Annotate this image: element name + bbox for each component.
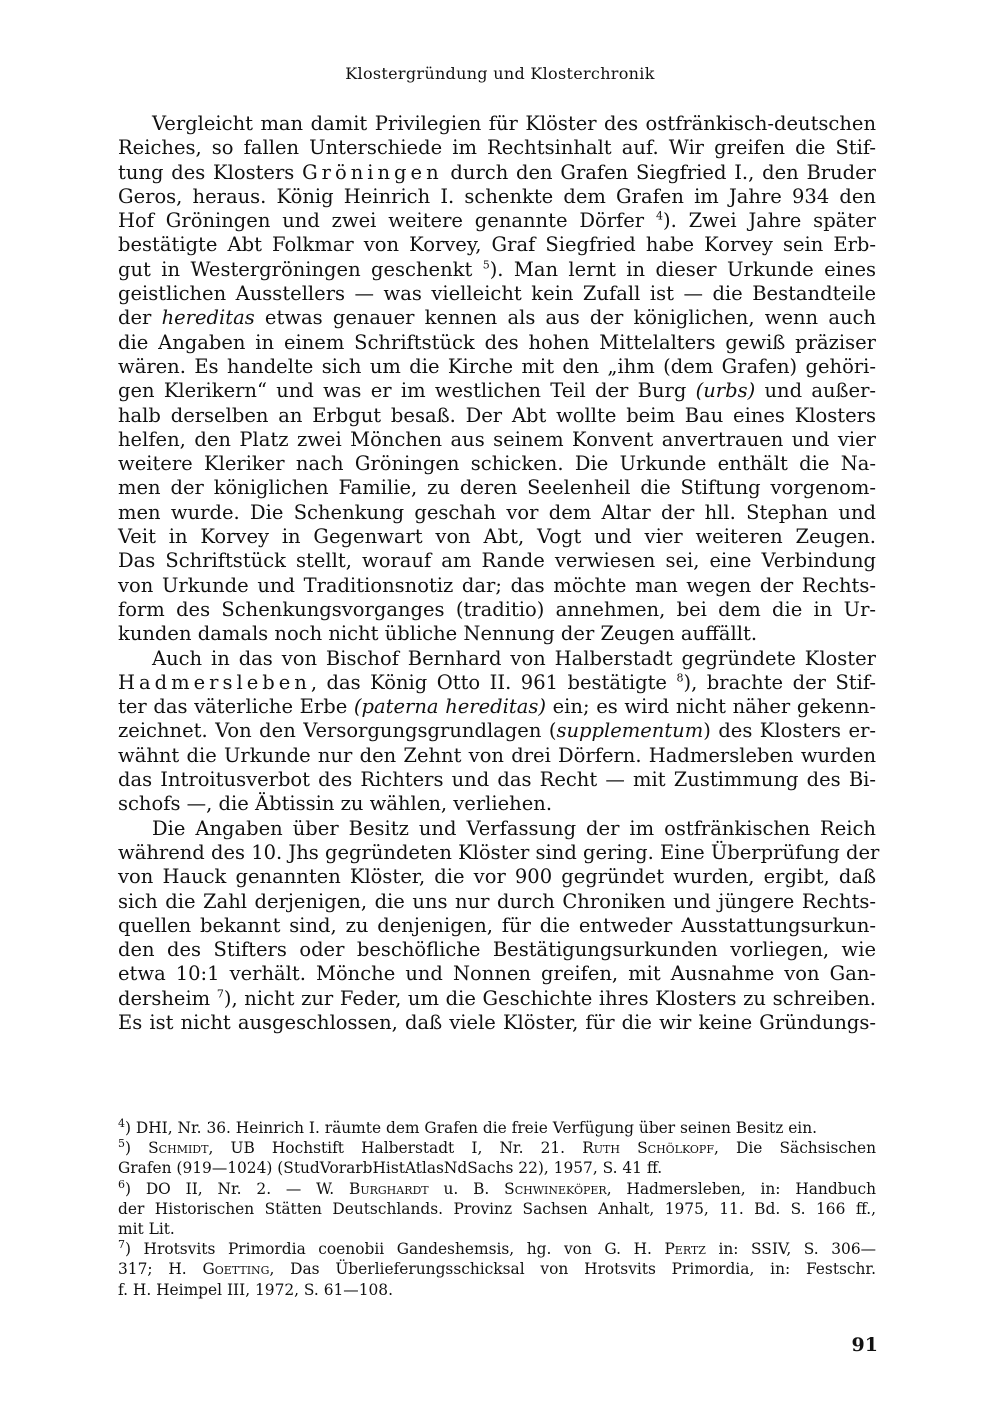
- body-line: [118, 404, 876, 428]
- italic-term: (paterna hereditas): [353, 695, 546, 719]
- text-run: f. H. Heimpel III, 1972, S. 61—108.: [118, 1280, 393, 1299]
- body-line: [118, 865, 876, 889]
- text-run: ) Hrotsvits Primordia coenobii Gandeshemsis, hg. von G. H.: [125, 1240, 665, 1259]
- text-run: Veit in Korvey in Gegenwart von Abt, Vogt und vier weiteren Zeugen.: [118, 525, 876, 549]
- text-run: Reiches, so fallen Unterschiede im Rechtsinhalt auf. Wir greifen die Stif-: [118, 136, 876, 160]
- footnote-line: [118, 1179, 876, 1199]
- body-line: [118, 695, 876, 719]
- footnote: [118, 1118, 876, 1138]
- body-line: [118, 161, 876, 185]
- footnote: [118, 1239, 876, 1300]
- page-number: 91: [851, 1334, 878, 1356]
- text-run: halb derselben an Erbgut besaß. Der Abt wollte beim Bau eines Klosters: [118, 403, 876, 427]
- text-run: tung des Klosters: [118, 160, 303, 184]
- italic-term: supplementum: [556, 719, 704, 743]
- text-run: Hof Gröningen und zwei weitere genannte Dörfer: [118, 209, 656, 233]
- footnote: [118, 1179, 876, 1240]
- body-line: [118, 938, 876, 962]
- text-run: dersheim: [118, 986, 217, 1010]
- body-line: [118, 428, 876, 452]
- text-run: schofs —, die Äbtissin zu wählen, verliehen.: [118, 792, 553, 816]
- text-run: Das Schriftstück stellt, worauf am Rande verwiesen sei, eine Verbindung: [118, 549, 876, 573]
- text-run: etwa 10:1 verhält. Mönche und Nonnen greifen, mit Ausnahme von Gan-: [118, 962, 876, 986]
- body-line: [118, 209, 876, 233]
- body-line: [118, 792, 876, 816]
- text-run: gen Klerikern“ und was er im westlichen Teil der Burg: [118, 379, 696, 403]
- footnote-marker: 7: [118, 1238, 125, 1252]
- text-run: ter das väterliche Erbe: [118, 695, 354, 719]
- text-run: weitere Kleriker nach Gröningen schicken. Die Urkunde enthält die Na-: [118, 452, 876, 476]
- text-run: ) DO II, Nr. 2. — W.: [125, 1179, 350, 1198]
- text-run: der: [118, 306, 162, 330]
- text-run: bestätigte Abt Folkmar von Korvey, Graf Siegfried habe Korvey sein Erb-: [118, 233, 876, 257]
- body-line: [118, 987, 876, 1011]
- text-run: quellen bekannt sind, zu denjenigen, für die entweder Ausstattungsurkun-: [118, 913, 876, 937]
- text-run: wähnt die Urkunde nur den Zehnt von drei Dörfern. Hadmersleben wurden: [118, 743, 876, 767]
- italic-term: (urbs): [695, 379, 756, 403]
- body-line: [118, 452, 876, 476]
- author-name: Schwineköper: [504, 1179, 607, 1198]
- body-line: [118, 306, 876, 330]
- body-line: [118, 258, 876, 282]
- text-run: ) DHI, Nr. 36. Heinrich I. räumte dem Grafen die freie Verfügung über seinen Besitz ein.: [125, 1119, 818, 1137]
- body-line: [118, 719, 876, 743]
- text-run: den des Stifters oder beschöfliche Bestätigungsurkunden vorliegen, wie: [118, 938, 876, 962]
- body-line: [118, 549, 876, 573]
- footnote-line: [118, 1158, 876, 1178]
- text-run: , das König Otto II. 961 bestätigte: [310, 670, 677, 694]
- footnotes: [118, 1118, 876, 1300]
- author-name: Burghardt: [349, 1179, 429, 1198]
- text-run: Vergleicht man damit Privilegien für Klöster des ostfränkisch-deutschen: [152, 112, 876, 135]
- running-head: Klostergründung und Klosterchronik: [345, 64, 655, 83]
- body-line: [118, 233, 876, 257]
- footnote-marker: 8: [676, 671, 684, 685]
- body-line: [118, 476, 876, 500]
- body-line: [118, 598, 876, 622]
- text-run: , UB Hochstift Halberstadt I, Nr. 21.: [208, 1139, 583, 1158]
- footnote-marker: 4: [655, 209, 663, 223]
- text-run: Grafen (919—1024) (StudVorarbHistAtlasNdSachs 22), 1957, S. 41 ff.: [118, 1159, 663, 1178]
- body-line: [118, 501, 876, 525]
- body-line: [118, 914, 876, 938]
- text-run: das Introitusverbot des Richters und das Recht — mit Zustimmung des Bi-: [118, 768, 876, 792]
- body-line: [118, 379, 876, 403]
- footnote: [118, 1138, 876, 1178]
- body-line: [118, 574, 876, 598]
- footnote-line: [118, 1138, 876, 1158]
- body-line: [118, 962, 876, 986]
- text-run: gut in Westergröningen geschenkt: [118, 257, 483, 281]
- body-line: [118, 525, 876, 549]
- text-run: u. B.: [428, 1179, 505, 1198]
- spaced-name: Hadmersleben: [118, 670, 311, 694]
- body-text: [118, 112, 880, 1035]
- body-line: [118, 112, 876, 136]
- body-line: [118, 282, 876, 306]
- text-run: durch den Grafen Siegfried I., den Bruder: [442, 160, 876, 184]
- body-line: [118, 817, 876, 841]
- text-run: ), nicht zur Feder, um die Geschichte ihres Klosters zu schreiben.: [223, 986, 876, 1010]
- footnote-line: [118, 1219, 876, 1239]
- text-run: Geros, heraus. König Heinrich I. schenkte dem Grafen im Jahre 934 den: [118, 184, 876, 208]
- text-run: etwas genauer kennen als aus der königlichen, wenn auch: [254, 306, 876, 330]
- body-line: [118, 355, 876, 379]
- text-run: von Hauck genannten Klöster, die vor 900 gegründet wurden, ergibt, daß: [118, 865, 876, 889]
- text-run: 317; H.: [118, 1260, 203, 1279]
- text-run: von Urkunde und Traditionsnotiz dar; das möchte man wegen der Rechts-: [118, 573, 876, 597]
- footnote-line: [118, 1199, 876, 1219]
- body-line: [118, 185, 876, 209]
- footnote-marker: 6: [118, 1177, 125, 1191]
- body-line: [118, 136, 876, 160]
- text-run: zeichnet. Von den Versorgungsgrundlagen (: [118, 719, 557, 743]
- text-run: form des Schenkungsvorganges (traditio) annehmen, bei dem die in Ur-: [118, 597, 876, 621]
- text-run: Es ist nicht ausgeschlossen, daß viele Klöster, für die wir keine Gründungs-: [118, 1010, 876, 1034]
- text-run: und außer-: [755, 379, 876, 403]
- text-run: Die Angaben über Besitz und Verfassung der im ostfränkischen Reich: [152, 816, 876, 840]
- body-line: [118, 671, 876, 695]
- text-run: ein; es wird nicht näher gekenn-: [545, 695, 876, 719]
- body-line: [118, 744, 876, 768]
- text-run: men wurde. Die Schenkung geschah vor dem Altar der hll. Stephan und: [118, 500, 876, 524]
- italic-term: hereditas: [161, 306, 255, 330]
- text-run: in: SSIV, S. 306—: [705, 1240, 877, 1259]
- body-line: [118, 768, 876, 792]
- footnote-line: [118, 1259, 876, 1279]
- text-run: helfen, den Platz zwei Mönchen aus seinem Konvent anvertrauen und vier: [118, 427, 876, 451]
- footnote-marker: 5: [482, 258, 490, 272]
- spaced-name: Gröningen: [302, 160, 443, 184]
- text-run: ): [125, 1139, 149, 1158]
- body-line: [118, 840, 880, 865]
- text-run: men der königlichen Familie, zu deren Seelenheil die Stiftung vorgenom-: [118, 476, 876, 500]
- text-run: während des 10. Jhs gegründeten Klöster sind gering. Eine Überprüfung der: [118, 840, 880, 864]
- text-run: kunden damals noch nicht übliche Nennung der Zeugen auffällt.: [118, 622, 758, 646]
- author-name: Ruth Schölkopf: [582, 1139, 714, 1158]
- text-run: der Historischen Stätten Deutschlands. Provinz Sachsen Anhalt, 1975, 11. Bd. S. 166 ff.,: [118, 1199, 876, 1218]
- author-name: Pertz: [664, 1240, 706, 1259]
- footnote-marker: 5: [118, 1137, 125, 1151]
- text-run: mit Lit.: [118, 1220, 175, 1239]
- text-run: geistlichen Ausstellers — was vielleicht kein Zufall ist — die Bestandteile: [118, 282, 876, 306]
- text-run: , Das Überlieferungsschicksal von Hrotsvits Primordia, in: Festschr.: [269, 1260, 876, 1279]
- text-run: ). Zwei Jahre später: [662, 209, 876, 233]
- body-line: [118, 890, 876, 914]
- text-run: , Hadmersleben, in: Handbuch: [606, 1179, 876, 1198]
- footnote-line: [118, 1280, 876, 1300]
- body-line: [118, 647, 876, 671]
- body-line: [118, 1011, 876, 1035]
- author-name: Schmidt: [148, 1139, 209, 1158]
- author-name: Goetting: [202, 1260, 270, 1279]
- footnote-marker: 7: [216, 987, 224, 1001]
- text-run: ) des Klosters er-: [703, 719, 876, 743]
- text-run: , Die Sächsischen: [713, 1139, 876, 1158]
- text-run: die Angaben in einem Schriftstück des hohen Mittelalters gewiß präziser: [118, 330, 876, 354]
- body-line: [118, 622, 876, 646]
- text-run: wären. Es handelte sich um die Kirche mit den „ihm (dem Grafen) gehöri-: [118, 354, 876, 378]
- text-run: ). Man lernt in dieser Urkunde eines: [489, 257, 877, 281]
- footnote-line: [118, 1239, 876, 1259]
- footnote-marker: 4: [118, 1116, 125, 1130]
- footnote-line: [118, 1118, 876, 1138]
- text-run: ), brachte der Stif-: [683, 670, 876, 694]
- body-line: [118, 331, 876, 355]
- text-run: sich die Zahl derjenigen, die uns nur durch Chroniken und jüngere Rechts-: [118, 889, 876, 913]
- text-run: Auch in das von Bischof Bernhard von Halberstadt gegründete Kloster: [152, 646, 876, 670]
